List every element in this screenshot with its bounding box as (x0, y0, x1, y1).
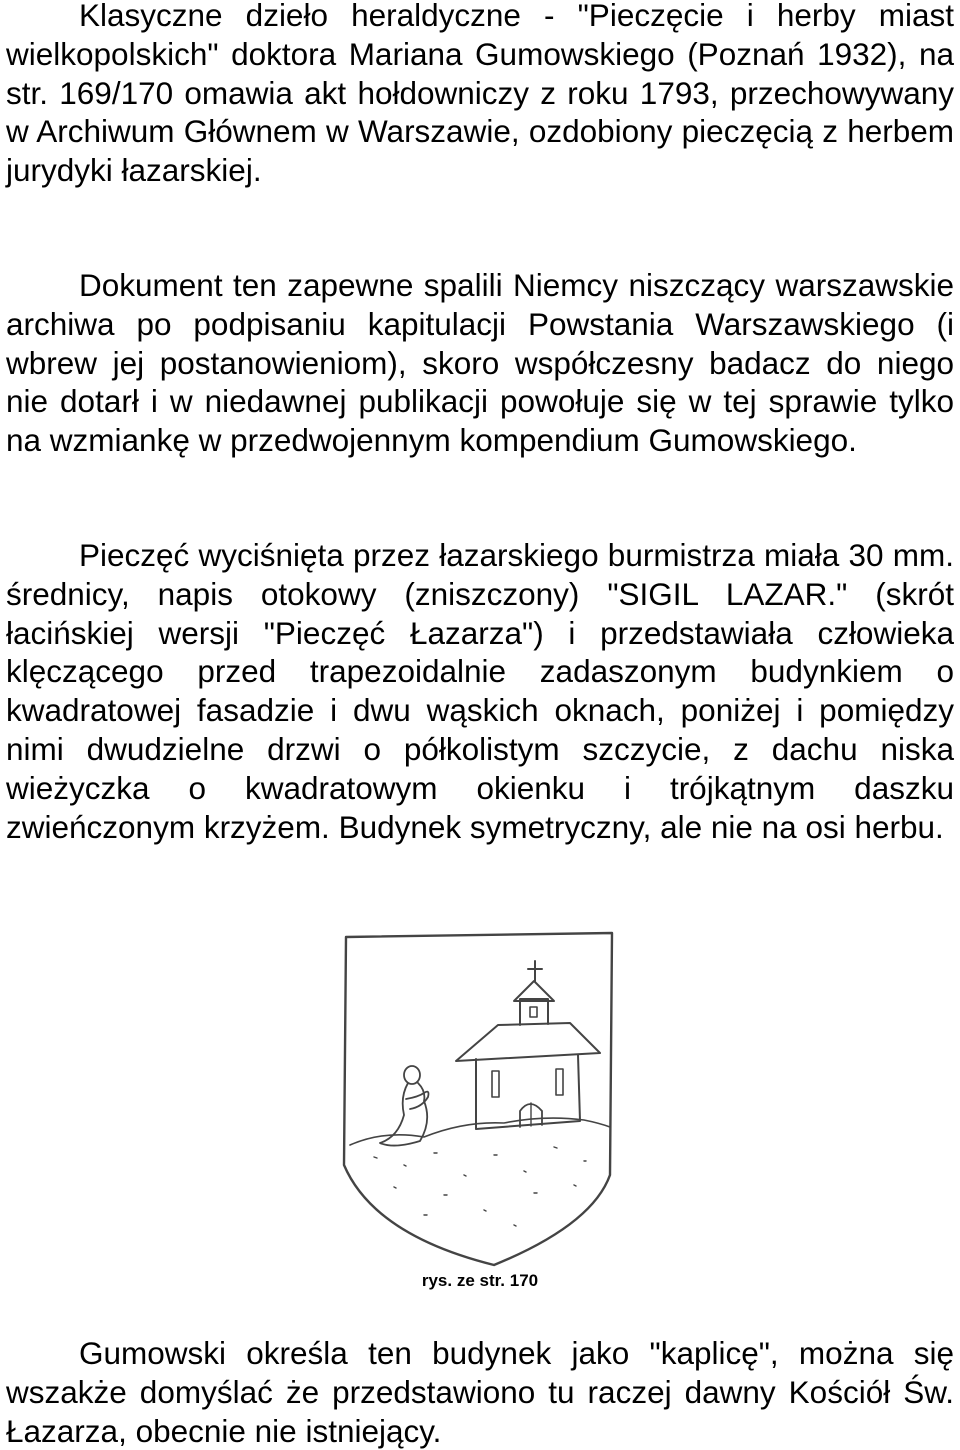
window-left (492, 1071, 499, 1097)
paragraph-seal-description (6, 536, 954, 846)
paragraph-conclusion (6, 1334, 954, 1450)
paragraph-document-fate (6, 266, 954, 460)
paragraph-intro-text: Klasyczne dzieło heraldyczne - "Pieczęcie i herby miast wielkopolskich" doktora Mariana Gumowskiego (Poznań 1932), na str. 169/170 omawia akt hołdowniczy z roku 1793, przechowywany w Archiwum Głównem w Warszawie, ozdobiony pieczęcią z herbem jurydyki łazarskiej. (6, 0, 954, 189)
paragraph-conclusion-text: Gumowski określa ten budynek jako "kaplicę", można się wszakże domyślać że przedstawiono tu raczej dawny Kościół Św. Łazarza, obecnie nie istniejący. (6, 1335, 954, 1449)
cross (528, 961, 542, 981)
tower-window (530, 1007, 537, 1017)
shield-outline (344, 933, 612, 1265)
paragraph-intro (6, 0, 954, 190)
paragraph-document-fate-text: Dokument ten zapewne spalili Niemcy niszczący warszawskie archiwa po podpisaniu kapitulacji Powstania Warszawskiego (i wbrew jej postanowieniom), skoro współczesny badacz do niego nie dotarł i w niedawnej publikacji powołuje się w tej sprawie tylko na wzmiankę w przedwojennym kompendium Gumowskiego. (6, 267, 954, 459)
figure-caption: rys. ze str. 170 (421, 1271, 539, 1290)
ground-texture (374, 1147, 586, 1226)
kneeling-figure (380, 1066, 429, 1146)
coat-of-arms-figure (334, 925, 624, 1270)
coat-of-arms-drawing-icon (334, 925, 624, 1270)
window-right (556, 1069, 563, 1095)
paragraph-seal-description-text: Pieczęć wyciśnięta przez łazarskiego burmistrza miała 30 mm. średnicy, napis otokowy (zniszczony) "SIGIL LAZAR." (skrót łacińskiej wersji "Pieczęć Łazarza") i przedstawiała człowieka klęczącego przed trapezoidalnie zadaszonym budynkiem o kwadratowej fasadzie i dwu wąskich oknach, poniżej i pomiędzy nimi dwudzielne drzwi o półkolistym szczycie, z dachu niska wieżyczka o kwadratowym okienku i trójkątnym daszku zwieńczonym krzyżem. Budynek symetryczny, ale nie na osi herbu. (6, 537, 954, 845)
chapel-tower (520, 999, 548, 1025)
